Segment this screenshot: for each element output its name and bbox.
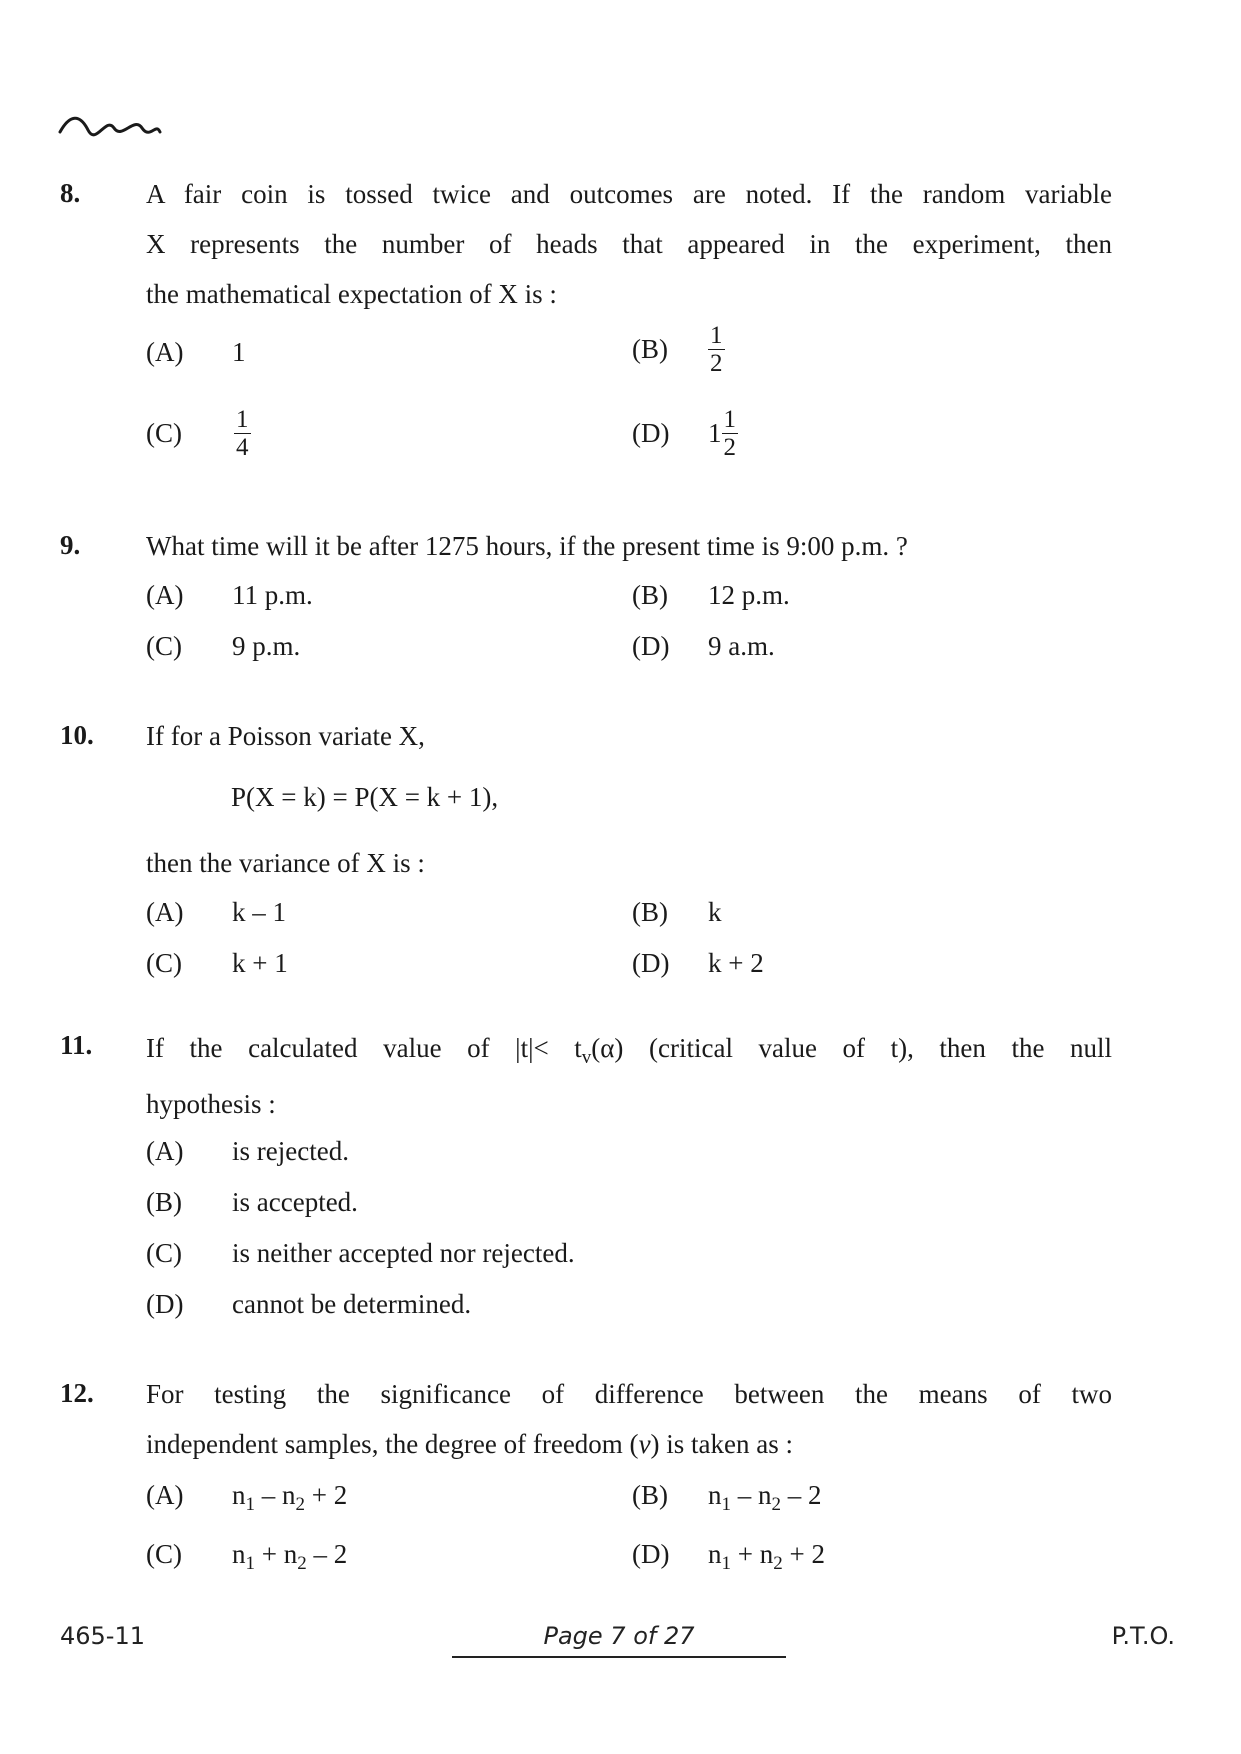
question-line: the mathematical expectation of X is : bbox=[146, 279, 557, 309]
option-b[interactable] bbox=[632, 322, 725, 377]
option-label: (B) bbox=[146, 1187, 182, 1217]
subscript: 1 bbox=[245, 1494, 255, 1515]
text-segment: ) is taken as : bbox=[650, 1429, 794, 1459]
option-c[interactable] bbox=[146, 406, 251, 461]
option-label: (C) bbox=[146, 948, 182, 978]
equation: P(X = k) = P(X = k + 1), bbox=[231, 782, 499, 812]
option-label: (D) bbox=[146, 1289, 184, 1319]
subscript: 2 bbox=[295, 1494, 305, 1515]
operator: + n bbox=[731, 1539, 774, 1569]
tail: + 2 bbox=[782, 1539, 825, 1569]
option-label: (C) bbox=[146, 418, 182, 448]
subscript: 1 bbox=[721, 1494, 731, 1515]
squiggle-icon bbox=[58, 112, 162, 144]
tail: – 2 bbox=[781, 1480, 822, 1510]
option-value: k + 1 bbox=[232, 948, 288, 978]
denominator: 4 bbox=[236, 434, 249, 461]
numerator: 1 bbox=[723, 406, 736, 433]
question-text bbox=[146, 169, 1112, 319]
option-c[interactable] bbox=[146, 1238, 575, 1269]
question-line: For testing the significance of difference between the means of two bbox=[146, 1379, 1112, 1409]
option-label: (B) bbox=[632, 1480, 668, 1510]
question-line: A fair coin is tossed twice and outcomes are noted. If the random variable bbox=[146, 179, 1112, 209]
numerator: 1 bbox=[236, 406, 249, 433]
option-a[interactable] bbox=[146, 1480, 348, 1515]
option-value: 9 p.m. bbox=[232, 631, 301, 661]
option-a[interactable] bbox=[146, 580, 313, 611]
n-symbol: n bbox=[232, 1480, 246, 1510]
alpha: (α) bbox=[591, 1033, 624, 1063]
question-text-continued: then the variance of X is : bbox=[146, 848, 425, 878]
whole-number: 1 bbox=[708, 418, 722, 448]
question-number: 11. bbox=[60, 1030, 93, 1060]
option-label: (A) bbox=[146, 1480, 184, 1510]
question-number: 9. bbox=[60, 530, 81, 560]
option-label: (B) bbox=[632, 334, 668, 364]
option-label: (A) bbox=[146, 897, 184, 927]
fraction bbox=[234, 406, 251, 461]
option-label: (A) bbox=[146, 1136, 184, 1166]
question-line: hypothesis : bbox=[146, 1089, 276, 1119]
option-b[interactable] bbox=[632, 580, 790, 611]
question-number: 8. bbox=[60, 178, 81, 208]
footer-divider bbox=[452, 1656, 786, 1658]
subscript: 2 bbox=[297, 1553, 307, 1574]
question-number: 12. bbox=[60, 1378, 94, 1408]
less-than: < bbox=[533, 1033, 549, 1063]
option-c[interactable] bbox=[146, 1539, 348, 1574]
option-label: (A) bbox=[146, 337, 184, 367]
question-line: X represents the number of heads that appeared in the experiment, then bbox=[146, 229, 1112, 259]
option-value: 11 p.m. bbox=[232, 580, 313, 610]
abs-t: |t| bbox=[515, 1033, 534, 1063]
option-b[interactable] bbox=[632, 1480, 822, 1515]
option-value: is neither accepted nor rejected. bbox=[232, 1238, 575, 1268]
question-text bbox=[146, 1369, 1112, 1469]
subscript: 1 bbox=[721, 1553, 731, 1574]
option-label: (B) bbox=[632, 897, 668, 927]
option-d[interactable] bbox=[632, 1539, 825, 1574]
option-value: is accepted. bbox=[232, 1187, 358, 1217]
subscript: 1 bbox=[245, 1553, 255, 1574]
tail: + 2 bbox=[305, 1480, 348, 1510]
question-text: What time will it be after 1275 hours, if the present time is 9:00 p.m. ? bbox=[146, 531, 908, 561]
option-a[interactable] bbox=[146, 337, 246, 368]
option-value: k bbox=[708, 897, 722, 927]
option-value: 1 bbox=[232, 337, 246, 367]
operator: – n bbox=[731, 1480, 772, 1510]
t-subscript: v bbox=[581, 1047, 592, 1068]
numerator: 1 bbox=[710, 322, 723, 349]
option-value: 12 p.m. bbox=[708, 580, 790, 610]
option-c[interactable] bbox=[146, 631, 300, 662]
text-segment: If the calculated value of bbox=[146, 1033, 516, 1063]
option-c[interactable] bbox=[146, 948, 288, 979]
page-number: Page 7 of 27 bbox=[543, 1622, 695, 1650]
n-symbol: n bbox=[232, 1539, 246, 1569]
operator: – n bbox=[255, 1480, 296, 1510]
fraction bbox=[708, 322, 725, 377]
option-label: (A) bbox=[146, 580, 184, 610]
option-label: (C) bbox=[146, 631, 182, 661]
option-d[interactable] bbox=[632, 406, 738, 461]
option-label: (D) bbox=[632, 1539, 670, 1569]
option-value: cannot be determined. bbox=[232, 1289, 472, 1319]
question-text: If for a Poisson variate X, bbox=[146, 721, 425, 751]
option-b[interactable] bbox=[632, 897, 722, 928]
paper-code: 465-11 bbox=[60, 1622, 146, 1650]
option-a[interactable] bbox=[146, 897, 286, 928]
option-label: (D) bbox=[632, 948, 670, 978]
t-symbol: t bbox=[574, 1033, 582, 1063]
text-segment: (critical value of t), then the null bbox=[649, 1033, 1112, 1063]
denominator: 2 bbox=[723, 434, 736, 461]
n-symbol: n bbox=[708, 1539, 722, 1569]
option-value: is rejected. bbox=[232, 1136, 349, 1166]
option-a[interactable] bbox=[146, 1136, 349, 1167]
option-label: (C) bbox=[146, 1539, 182, 1569]
option-value: k + 2 bbox=[708, 948, 764, 978]
pto-label: P.T.O. bbox=[1111, 1622, 1175, 1650]
question-text bbox=[146, 1020, 1112, 1132]
question-number: 10. bbox=[60, 720, 94, 750]
n-symbol: n bbox=[708, 1480, 722, 1510]
option-b[interactable] bbox=[146, 1187, 358, 1218]
subscript: 2 bbox=[771, 1494, 781, 1515]
option-value: k – 1 bbox=[232, 897, 286, 927]
operator: + n bbox=[255, 1539, 298, 1569]
option-label: (B) bbox=[632, 580, 668, 610]
option-label: (D) bbox=[632, 418, 670, 448]
option-value: 9 a.m. bbox=[708, 631, 775, 661]
denominator: 2 bbox=[710, 350, 723, 377]
option-label: (D) bbox=[632, 631, 670, 661]
nu-symbol: v bbox=[638, 1429, 651, 1459]
subscript: 2 bbox=[773, 1553, 783, 1574]
option-d[interactable] bbox=[632, 631, 775, 662]
question-line bbox=[146, 1020, 1112, 1076]
option-d[interactable] bbox=[632, 948, 764, 979]
option-d[interactable] bbox=[146, 1289, 471, 1320]
option-label: (C) bbox=[146, 1238, 182, 1268]
fraction bbox=[722, 406, 739, 461]
question-line bbox=[146, 1419, 1112, 1469]
tail: – 2 bbox=[306, 1539, 348, 1569]
text-segment: independent samples, the degree of freedom ( bbox=[146, 1429, 639, 1459]
